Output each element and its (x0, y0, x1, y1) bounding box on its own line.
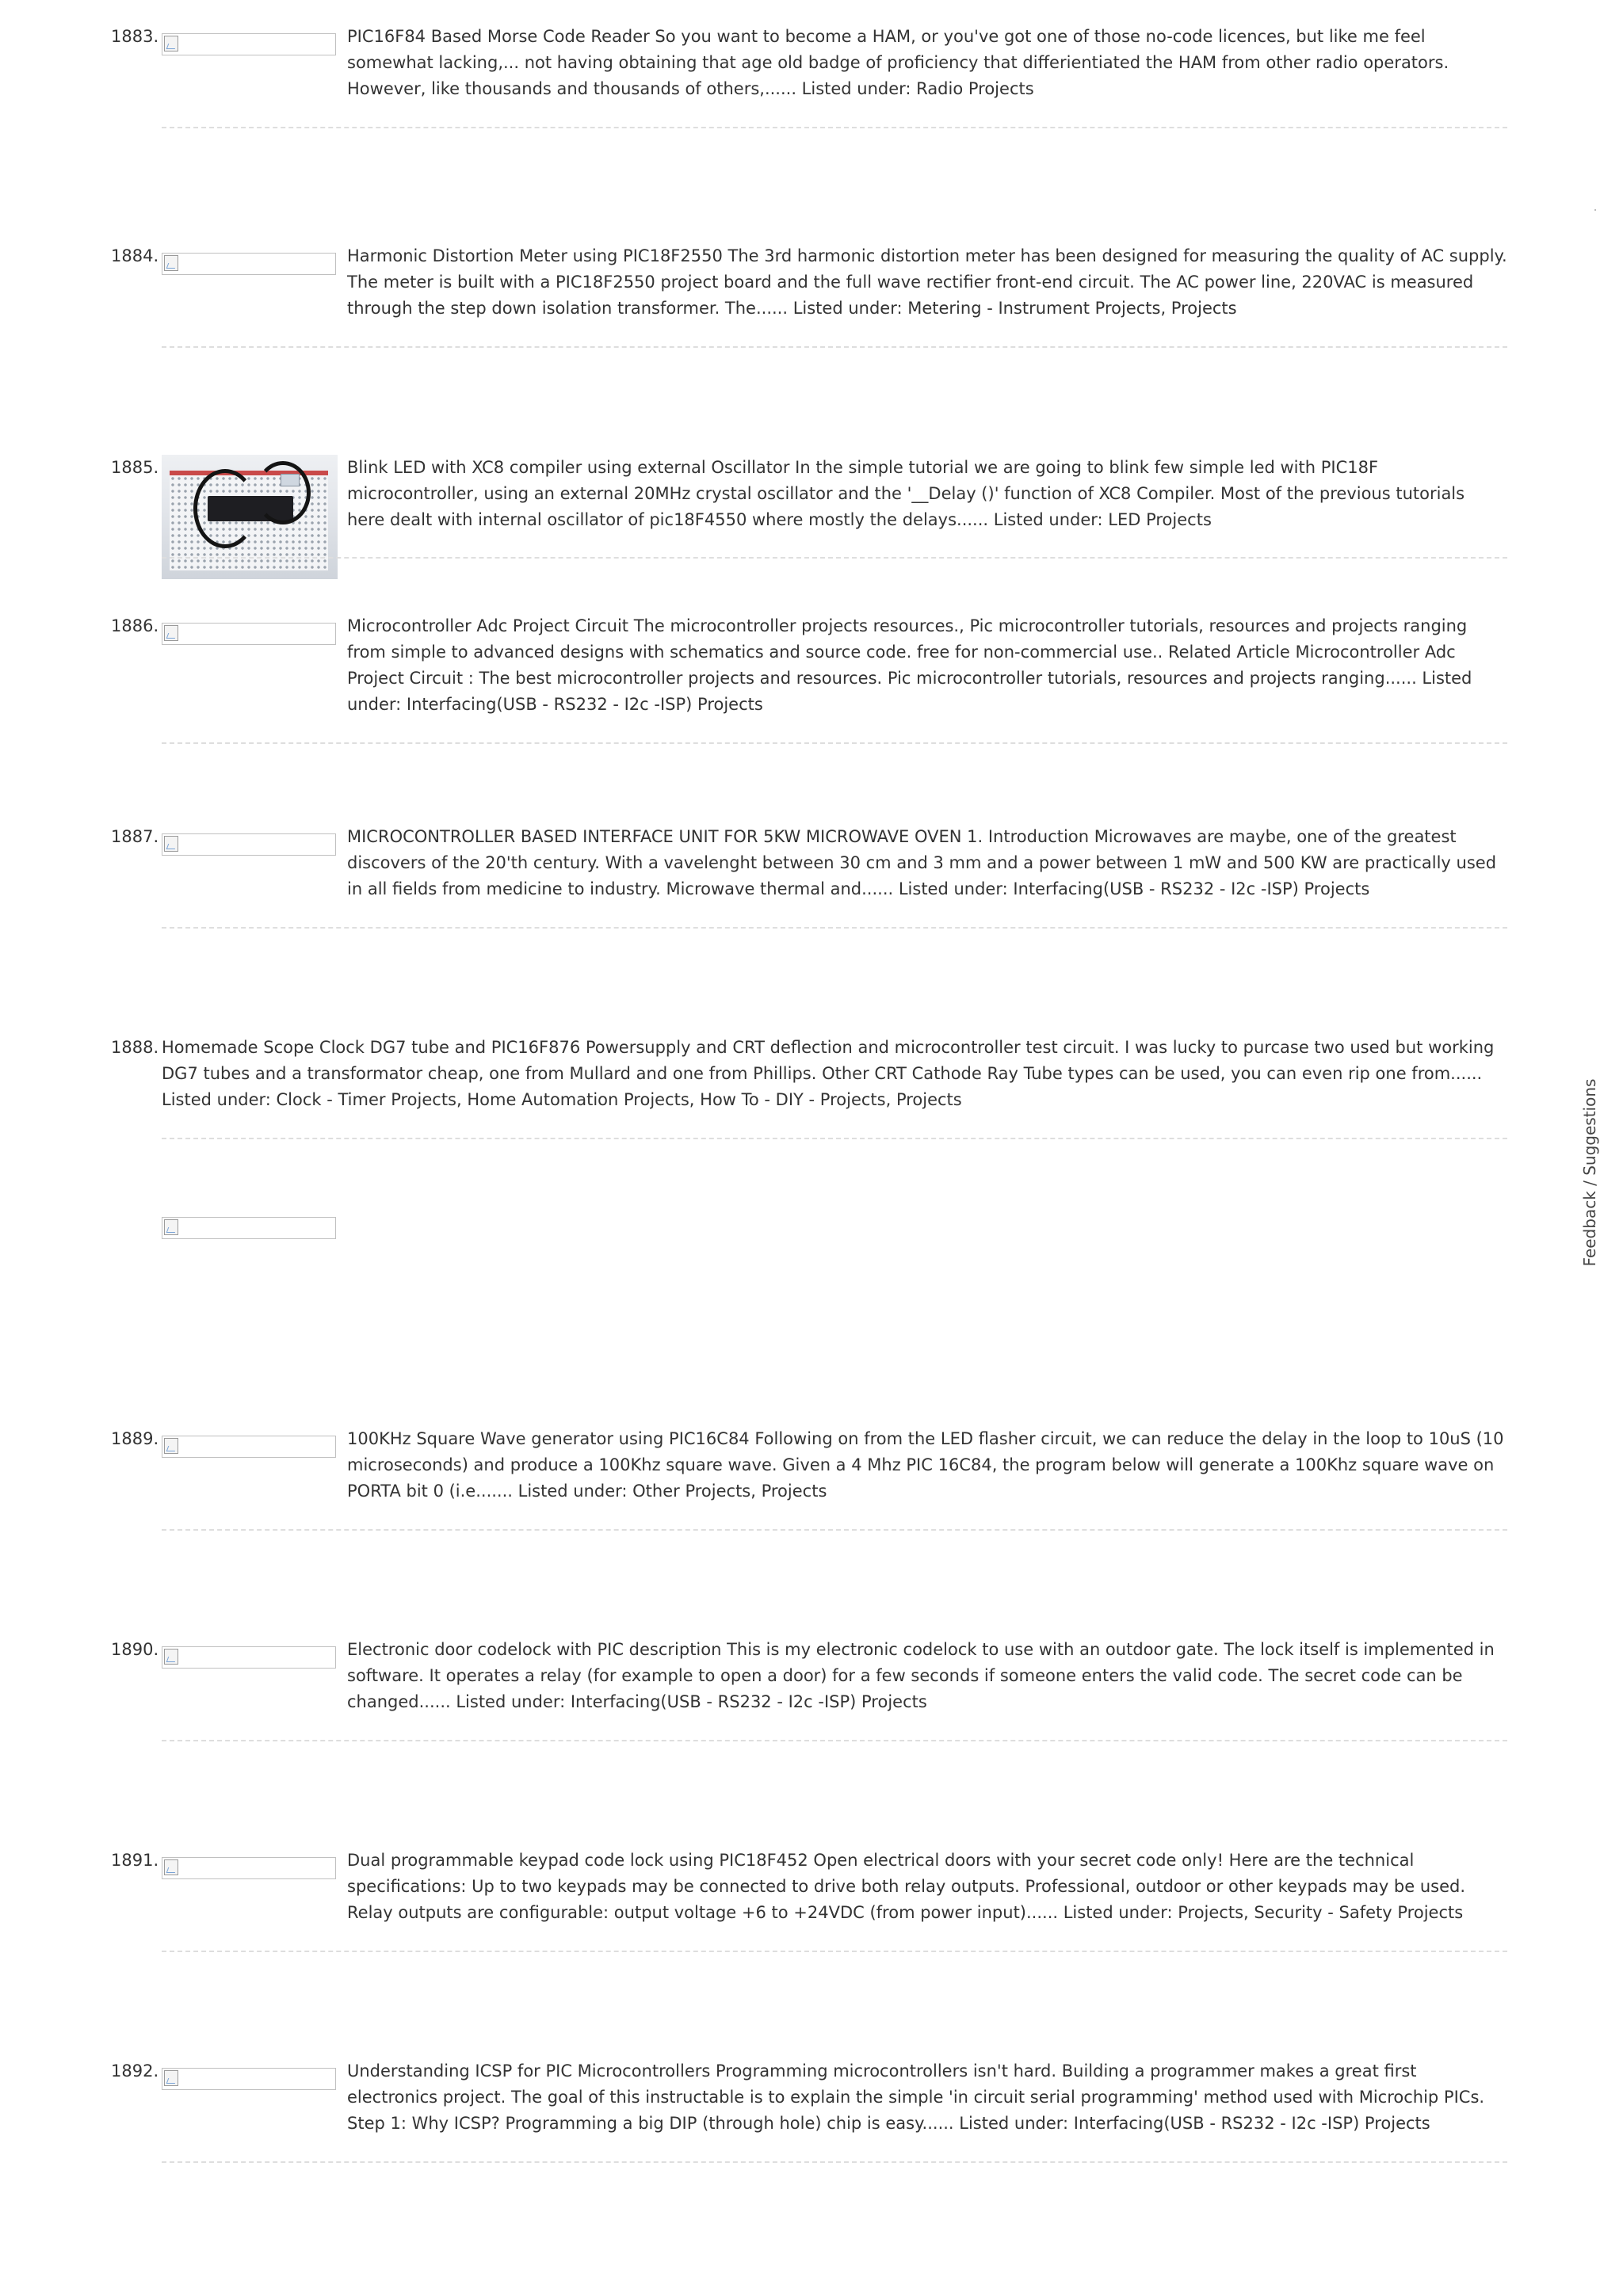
project-thumbnail[interactable] (162, 33, 336, 55)
project-thumbnail[interactable] (162, 2068, 336, 2090)
broken-image-icon (164, 1649, 178, 1665)
item-number: 1890. (111, 1640, 159, 1659)
broken-image-icon (164, 36, 178, 51)
item-separator (162, 346, 1507, 348)
project-description[interactable]: Microcontroller Adc Project Circuit The microcontroller projects resources., Pic microcontroller tutorials, resources and projects ranging from simple to advanced designs with schematics and source code. free for non-commercial use.. Related Article Microcontroller Adc Project Circuit : The best microcontroller projects and resources. Pic microcontroller tutorials, resources and projects ranging...... Listed under: Interfacing(USB - RS232 - I2c -ISP) Projects (347, 616, 1472, 714)
item-number: 1884. (111, 246, 159, 265)
item-separator (162, 1951, 1507, 1952)
item-separator (162, 1138, 1507, 1139)
broken-image-icon (164, 1859, 178, 1875)
item-number: 1886. (111, 616, 159, 635)
advertisement-image[interactable] (162, 1217, 336, 1239)
project-thumbnail[interactable] (162, 833, 336, 856)
item-number: 1888. (111, 1038, 159, 1057)
project-description[interactable]: PIC16F84 Based Morse Code Reader So you want to become a HAM, or you've got one of those no-code licences, but like me feel somewhat lacking,... not having obtaining that age old badge of proficiency that differientiated the HAM from other radio operators. However, like thousands and thousands of others,...... Listed under: Radio Projects (347, 27, 1449, 98)
item-separator (162, 127, 1507, 128)
project-description[interactable]: Blink LED with XC8 compiler using external Oscillator In the simple tutorial we are going to blink few simple led with PIC18F microcontroller, using an external 20MHz crystal oscillator and the '__Delay ()' function of XC8 Compiler. Most of the previous tutorials here dealt with internal oscillator of pic18F4550 where mostly the delays...... Listed under: LED Projects (347, 458, 1465, 529)
project-description[interactable]: Electronic door codelock with PIC description This is my electronic codelock to use with an outdoor gate. The lock itself is implemented in software. It operates a relay (for example to open a door) for a few seconds if someone enters the valid code. The secret code can be changed...... Listed under: Interfacing(USB - RS232 - I2c -ISP) Projects (347, 1640, 1495, 1711)
item-separator (162, 1740, 1507, 1741)
project-thumbnail[interactable] (162, 1857, 336, 1879)
project-thumbnail[interactable] (162, 1436, 336, 1458)
project-thumbnail[interactable] (162, 1646, 336, 1669)
item-separator (162, 557, 1507, 559)
item-number: 1891. (111, 1851, 159, 1870)
feedback-tab[interactable] (1534, 1077, 1623, 1268)
item-separator (162, 742, 1507, 744)
decorative-dot (1594, 209, 1596, 211)
item-separator (162, 1529, 1507, 1531)
item-separator (162, 927, 1507, 929)
project-description[interactable]: Dual programmable keypad code lock using PIC18F452 Open electrical doors with your secret code only! Here are the technical specifications: Up to two keypads may be connected to drive both relay outputs. Professional, outdoor or other keypads may be used. Relay outputs are configurable: output voltage +6 to +24VDC (from power input)...... Listed under: Projects, Security - Safety Projects (347, 1851, 1466, 1922)
item-number: 1885. (111, 458, 159, 477)
item-number: 1889. (111, 1429, 159, 1448)
project-thumbnail[interactable] (162, 253, 336, 275)
project-description[interactable]: Understanding ICSP for PIC Microcontrollers Programming microcontrollers isn't hard. Building a programmer makes a great first electronics project. The goal of this instructable is to explain the simple 'in circuit serial programming' method used with Microchip PICs. Step 1: Why ICSP? Programming a big DIP (through hole) chip is easy...... Listed under: Interfacing(USB - RS232 - I2c -ISP) Projects (347, 2061, 1485, 2133)
project-description[interactable]: Harmonic Distortion Meter using PIC18F2550 The 3rd harmonic distortion meter has been designed for measuring the quality of AC supply. The meter is built with a PIC18F2550 project board and the full wave rectifier front-end circuit. The AC power line, 220VAC is measured through the step down isolation transformer. The...... Listed under: Metering - Instrument Projects, Projects (347, 246, 1507, 318)
project-photo[interactable] (162, 455, 338, 579)
cable-image (193, 469, 257, 548)
broken-image-icon (164, 836, 178, 852)
broken-image-icon (164, 1219, 178, 1235)
broken-image-icon (164, 255, 178, 271)
project-description[interactable]: MICROCONTROLLER BASED INTERFACE UNIT FOR 5KW MICROWAVE OVEN 1. Introduction Microwaves are maybe, one of the greatest discovers of the 20'th century. With a vavelenght between 30 cm and 3 mm and a power between 1 mW and 500 KW are practically used in all fields from medicine to industry. Microwave thermal and...... Listed under: Interfacing(USB - RS232 - I2c -ISP) Projects (347, 827, 1497, 898)
item-number: 1883. (111, 27, 159, 46)
feedback-tab-label: Feedback / Suggestions (1580, 1078, 1599, 1267)
broken-image-icon (164, 2070, 178, 2086)
item-number: 1892. (111, 2061, 159, 2081)
broken-image-icon (164, 625, 178, 641)
project-description[interactable]: Homemade Scope Clock DG7 tube and PIC16F876 Powersupply and CRT deflection and microcontroller test circuit. I was lucky to purcase two used but working DG7 tubes and a transformator cheap, one from Mullard and one from Phillips. Other CRT Cathode Ray Tube types can be used, you can even rip one from...... Listed under: Clock - Timer Projects, Home Automation Projects, How To - DIY - Projects, Projects (162, 1038, 1495, 1109)
label-image (281, 474, 300, 486)
cable-image (255, 461, 311, 524)
broken-image-icon (164, 1438, 178, 1454)
item-number: 1887. (111, 827, 159, 846)
item-separator (162, 2161, 1507, 2163)
project-description[interactable]: 100KHz Square Wave generator using PIC16C84 Following on from the LED flasher circuit, we can reduce the delay in the loop to 10uS (10 microseconds) and produce a 100Khz square wave. Given a 4 Mhz PIC 16C84, the program below will generate a 100Khz square wave on PORTA bit 0 (i.e....... Listed under: Other Projects, Projects (347, 1429, 1504, 1501)
project-thumbnail[interactable] (162, 623, 336, 645)
